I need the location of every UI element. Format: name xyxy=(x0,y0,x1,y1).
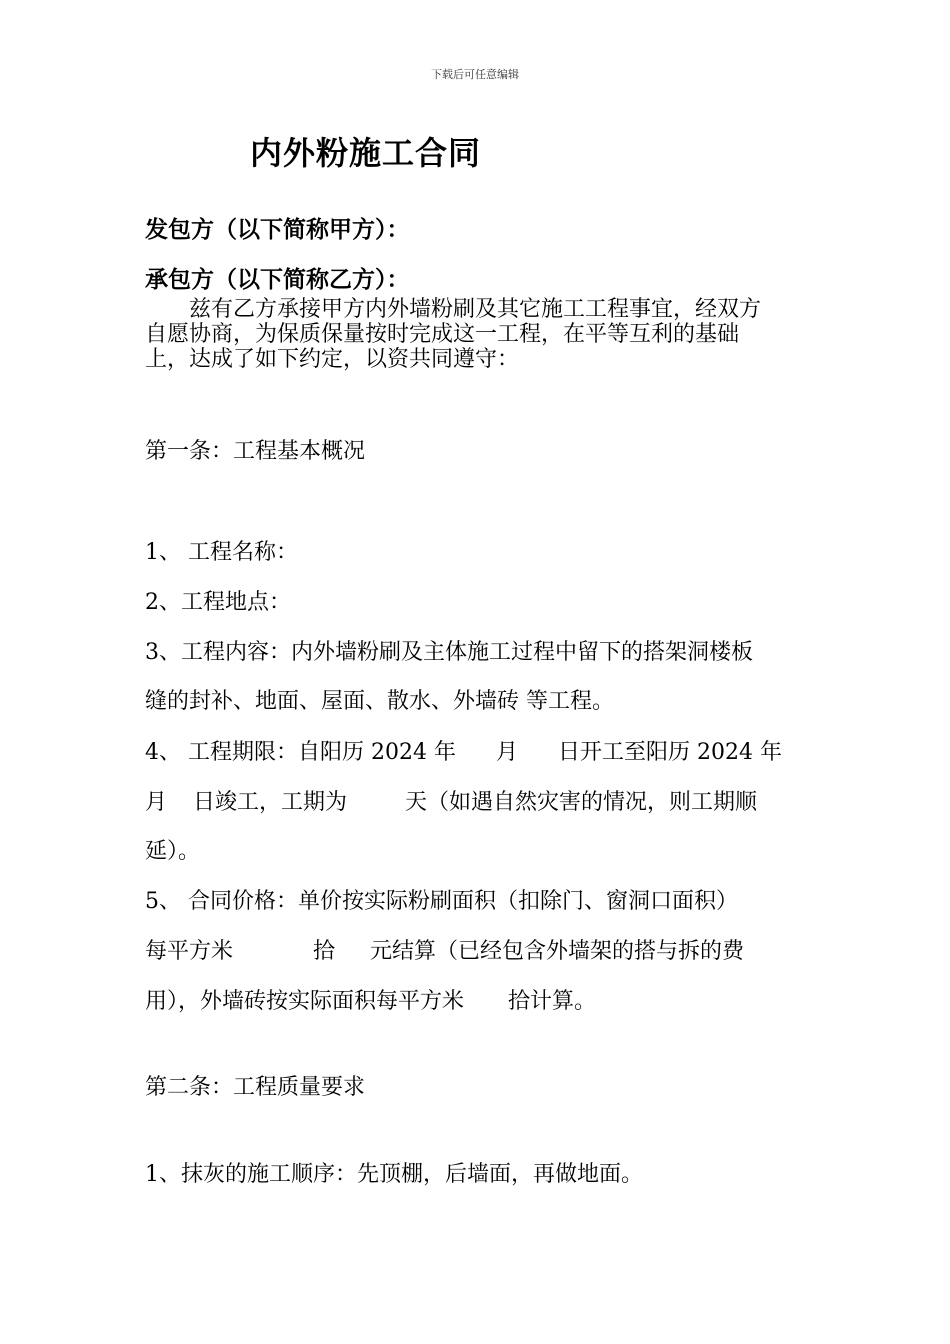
item-4-start-text: 4、 工程期限：自阳历 2024 年 xyxy=(145,740,456,765)
article-1-item-5-line-1: 5、 合同价格：单价按实际粉刷面积（扣除门、窗洞口面积） xyxy=(145,889,738,914)
article-1-item-1: 1、 工程名称： xyxy=(145,540,298,565)
intro-line-1: 兹有乙方承接甲方内外墙粉刷及其它施工工程事宜，经双方 xyxy=(189,297,762,322)
article-2-heading: 第二条：工程质量要求 xyxy=(145,1075,366,1100)
article-1-item-3-line-2: 缝的封补、地面、屋面、散水、外墙砖 等工程。 xyxy=(145,689,614,714)
item-4-duration-text: 天（如遇自然灾害的情况，则工期顺 xyxy=(405,790,758,815)
article-1-item-4-line-3: 延）。 xyxy=(145,839,201,864)
item-4-day-text: 日开工至阳历 2024 年 xyxy=(557,740,782,765)
party-a-label: 发包方（以下简称甲方）： xyxy=(145,216,410,243)
article-1-item-2: 2、工程地点： xyxy=(145,590,291,615)
article-1-item-3-line-1: 3、工程内容：内外墙粉刷及主体施工过程中留下的搭架洞楼板 xyxy=(145,640,753,665)
article-1-heading: 第一条：工程基本概况 xyxy=(145,439,366,464)
intro-paragraph xyxy=(145,297,807,372)
item-5-tile-calc-text: 拾计算。 xyxy=(508,989,597,1014)
item-4-end-month-label: 月 xyxy=(145,790,168,815)
article-1-item-5-line-3 xyxy=(145,984,596,1015)
item-5-settlement-text: 元结算（已经包含外墙架的搭与拆的费 xyxy=(370,939,745,964)
article-1-item-4-line-2 xyxy=(145,785,757,816)
intro-line-3: 上，达成了如下约定，以资共同遵守： xyxy=(145,347,520,372)
item-4-end-text: 日竣工，工期为 xyxy=(193,790,348,815)
intro-line-2: 自愿协商，为保质保量按时完成这一工程，在平等互利的基础 xyxy=(145,322,740,347)
article-2-item-1: 1、抹灰的施工顺序：先顶棚，后墙面，再做地面。 xyxy=(145,1162,643,1187)
item-4-month-label: 月 xyxy=(495,740,518,765)
article-1-item-5-line-2 xyxy=(145,934,744,965)
article-1-item-4-line-1 xyxy=(145,735,782,766)
page-header-note: 下载后可任意编辑 xyxy=(431,68,519,81)
party-b-label: 承包方（以下简称乙方）： xyxy=(145,266,410,293)
document-title: 内外粉施工合同 xyxy=(250,134,482,172)
item-5-tile-text: 用），外墙砖按实际面积每平方米 xyxy=(145,989,465,1014)
item-5-ten-label: 拾 xyxy=(313,939,336,964)
item-5-unit-label: 每平方米 xyxy=(145,939,234,964)
